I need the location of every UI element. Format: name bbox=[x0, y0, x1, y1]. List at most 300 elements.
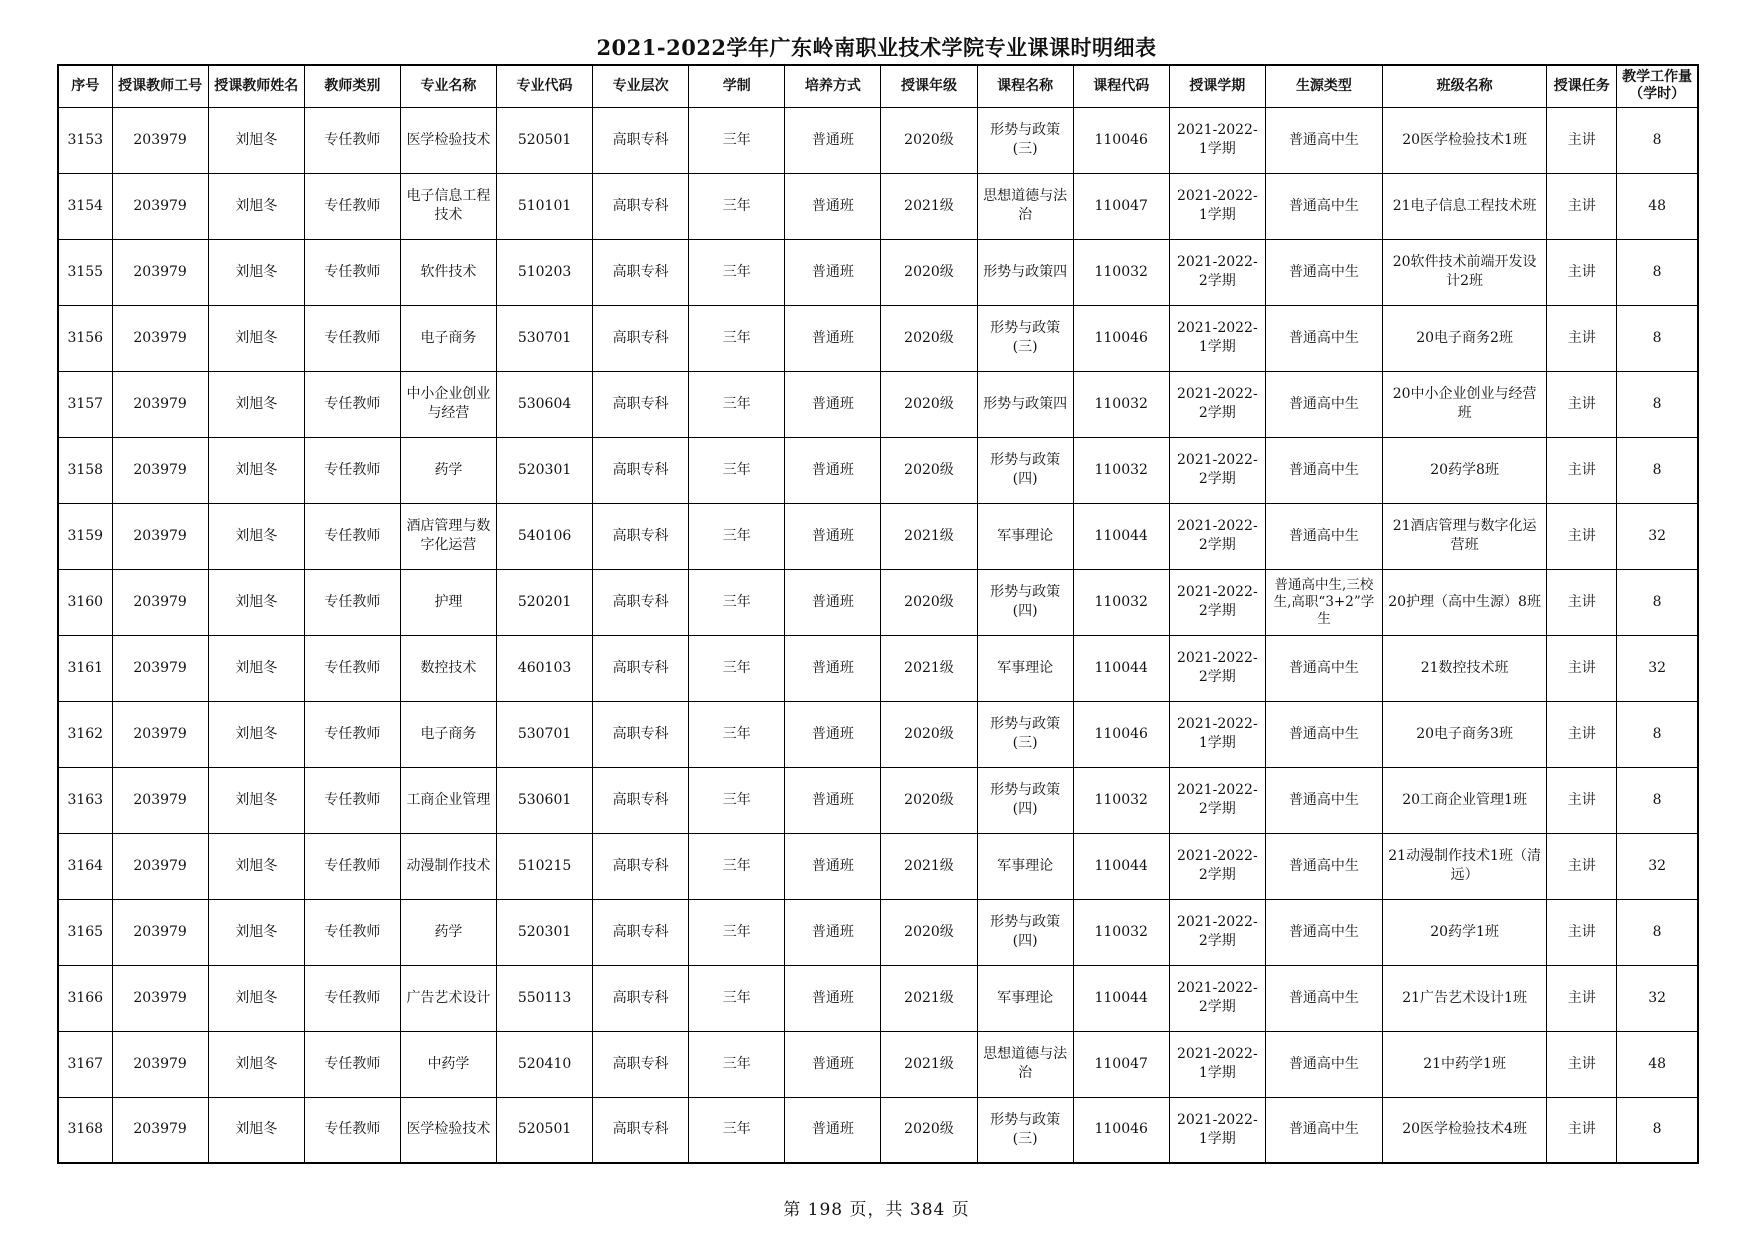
table-cell: 普通高中生 bbox=[1265, 635, 1382, 701]
table-cell: 电子商务 bbox=[400, 701, 496, 767]
table-cell: 520501 bbox=[497, 1097, 593, 1163]
page-title: 2021-2022学年广东岭南职业技术学院专业课课时明细表 bbox=[596, 35, 1157, 60]
table-cell: 普通班 bbox=[785, 1097, 881, 1163]
column-header: 授课教师工号 bbox=[112, 65, 208, 107]
table-cell: 110044 bbox=[1073, 833, 1169, 899]
table-cell: 110047 bbox=[1073, 173, 1169, 239]
table-cell: 20电子商务3班 bbox=[1383, 701, 1547, 767]
table-cell: 530701 bbox=[497, 701, 593, 767]
table-cell: 3158 bbox=[58, 437, 112, 503]
column-header: 授课教师姓名 bbox=[208, 65, 304, 107]
table-cell: 2021-2022-1学期 bbox=[1169, 305, 1265, 371]
table-cell: 203979 bbox=[112, 767, 208, 833]
table-cell: 三年 bbox=[689, 701, 785, 767]
table-cell: 军事理论 bbox=[977, 635, 1073, 701]
table-row bbox=[58, 899, 1698, 965]
table-cell: 专任教师 bbox=[304, 767, 400, 833]
table-cell: 高职专科 bbox=[593, 569, 689, 635]
table-cell: 203979 bbox=[112, 371, 208, 437]
table-cell: 550113 bbox=[497, 965, 593, 1031]
table-cell: 110046 bbox=[1073, 305, 1169, 371]
column-header: 教学工作量（学时） bbox=[1617, 65, 1698, 107]
table-cell: 高职专科 bbox=[593, 173, 689, 239]
table-cell: 普通高中生 bbox=[1265, 173, 1382, 239]
table-cell: 刘旭冬 bbox=[208, 239, 304, 305]
table-cell: 20软件技术前端开发设计2班 bbox=[1383, 239, 1547, 305]
table-cell: 530701 bbox=[497, 305, 593, 371]
table-cell: 普通高中生 bbox=[1265, 1031, 1382, 1097]
table-cell: 专任教师 bbox=[304, 833, 400, 899]
table-cell: 三年 bbox=[689, 173, 785, 239]
table-cell: 21电子信息工程技术班 bbox=[1383, 173, 1547, 239]
table-cell: 510203 bbox=[497, 239, 593, 305]
table-row bbox=[58, 965, 1698, 1031]
table-cell: 军事理论 bbox=[977, 503, 1073, 569]
table-header bbox=[58, 65, 1698, 107]
table-row bbox=[58, 635, 1698, 701]
table-cell: 110032 bbox=[1073, 767, 1169, 833]
table-cell: 专任教师 bbox=[304, 1031, 400, 1097]
table-cell: 普通高中生 bbox=[1265, 1097, 1382, 1163]
table-cell: 21酒店管理与数字化运营班 bbox=[1383, 503, 1547, 569]
table-cell: 刘旭冬 bbox=[208, 767, 304, 833]
table-row bbox=[58, 1097, 1698, 1163]
table-cell: 普通高中生,三校生,高职“3+2”学生 bbox=[1265, 569, 1382, 635]
table-cell: 刘旭冬 bbox=[208, 1031, 304, 1097]
table-cell: 高职专科 bbox=[593, 635, 689, 701]
table-cell: 110032 bbox=[1073, 899, 1169, 965]
table-cell: 高职专科 bbox=[593, 1031, 689, 1097]
table-cell: 普通高中生 bbox=[1265, 305, 1382, 371]
table-cell: 电子信息工程技术 bbox=[400, 173, 496, 239]
table-cell: 医学检验技术 bbox=[400, 1097, 496, 1163]
table-cell: 刘旭冬 bbox=[208, 965, 304, 1031]
table-cell: 8 bbox=[1617, 437, 1698, 503]
table-cell: 2021-2022-1学期 bbox=[1169, 1097, 1265, 1163]
table-row bbox=[58, 437, 1698, 503]
table-cell: 软件技术 bbox=[400, 239, 496, 305]
table-cell: 专任教师 bbox=[304, 635, 400, 701]
table-cell: 110032 bbox=[1073, 569, 1169, 635]
table-cell: 普通班 bbox=[785, 305, 881, 371]
table-cell: 刘旭冬 bbox=[208, 107, 304, 173]
header-row bbox=[58, 65, 1698, 107]
table-cell: 32 bbox=[1617, 635, 1698, 701]
table-cell: 203979 bbox=[112, 1097, 208, 1163]
table-cell: 203979 bbox=[112, 701, 208, 767]
table-cell: 普通班 bbox=[785, 965, 881, 1031]
table-cell: 普通高中生 bbox=[1265, 107, 1382, 173]
table-cell: 普通班 bbox=[785, 437, 881, 503]
table-cell: 军事理论 bbox=[977, 833, 1073, 899]
table-cell: 高职专科 bbox=[593, 437, 689, 503]
column-header: 授课年级 bbox=[881, 65, 977, 107]
table-cell: 3164 bbox=[58, 833, 112, 899]
table-cell: 2021-2022-2学期 bbox=[1169, 437, 1265, 503]
table-cell: 203979 bbox=[112, 965, 208, 1031]
table-cell: 三年 bbox=[689, 239, 785, 305]
table-cell: 军事理论 bbox=[977, 965, 1073, 1031]
table-cell: 110032 bbox=[1073, 437, 1169, 503]
table-cell: 520410 bbox=[497, 1031, 593, 1097]
table-cell: 2021-2022-2学期 bbox=[1169, 833, 1265, 899]
table-cell: 203979 bbox=[112, 635, 208, 701]
table-cell: 3154 bbox=[58, 173, 112, 239]
table-cell: 110044 bbox=[1073, 635, 1169, 701]
table-cell: 110047 bbox=[1073, 1031, 1169, 1097]
table-cell: 2021-2022-2学期 bbox=[1169, 569, 1265, 635]
table-cell: 三年 bbox=[689, 305, 785, 371]
table-cell: 203979 bbox=[112, 173, 208, 239]
table-cell: 2021级 bbox=[881, 1031, 977, 1097]
table-cell: 药学 bbox=[400, 899, 496, 965]
table-cell: 203979 bbox=[112, 569, 208, 635]
table-cell: 高职专科 bbox=[593, 239, 689, 305]
table-cell: 2021级 bbox=[881, 503, 977, 569]
table-cell: 2021级 bbox=[881, 833, 977, 899]
table-cell: 形势与政策四 bbox=[977, 371, 1073, 437]
table-row bbox=[58, 503, 1698, 569]
table-cell: 广告艺术设计 bbox=[400, 965, 496, 1031]
table-cell: 普通班 bbox=[785, 569, 881, 635]
table-cell: 203979 bbox=[112, 305, 208, 371]
table-row bbox=[58, 173, 1698, 239]
table-cell: 20医学检验技术1班 bbox=[1383, 107, 1547, 173]
column-header: 专业代码 bbox=[497, 65, 593, 107]
table-cell: 普通班 bbox=[785, 371, 881, 437]
table-cell: 2020级 bbox=[881, 371, 977, 437]
table-cell: 主讲 bbox=[1547, 833, 1617, 899]
table-cell: 高职专科 bbox=[593, 833, 689, 899]
table-cell: 形势与政策(三) bbox=[977, 701, 1073, 767]
table-cell: 2021-2022-2学期 bbox=[1169, 965, 1265, 1031]
table-cell: 20工商企业管理1班 bbox=[1383, 767, 1547, 833]
table-cell: 中药学 bbox=[400, 1031, 496, 1097]
table-cell: 主讲 bbox=[1547, 437, 1617, 503]
table-cell: 2021-2022-2学期 bbox=[1169, 371, 1265, 437]
table-cell: 数控技术 bbox=[400, 635, 496, 701]
table-cell: 20药学8班 bbox=[1383, 437, 1547, 503]
table-cell: 8 bbox=[1617, 305, 1698, 371]
table-cell: 普通高中生 bbox=[1265, 371, 1382, 437]
table-cell: 48 bbox=[1617, 1031, 1698, 1097]
table-cell: 2020级 bbox=[881, 107, 977, 173]
table-cell: 2021-2022-2学期 bbox=[1169, 767, 1265, 833]
table-cell: 520301 bbox=[497, 899, 593, 965]
table-cell: 刘旭冬 bbox=[208, 371, 304, 437]
table-cell: 203979 bbox=[112, 833, 208, 899]
table-cell: 普通班 bbox=[785, 173, 881, 239]
table-cell: 3165 bbox=[58, 899, 112, 965]
table-cell: 20护理（高中生源）8班 bbox=[1383, 569, 1547, 635]
table-row bbox=[58, 107, 1698, 173]
table-cell: 8 bbox=[1617, 1097, 1698, 1163]
table-cell: 2020级 bbox=[881, 569, 977, 635]
table-cell: 2020级 bbox=[881, 437, 977, 503]
table-cell: 思想道德与法治 bbox=[977, 1031, 1073, 1097]
table-cell: 形势与政策(三) bbox=[977, 1097, 1073, 1163]
table-cell: 2020级 bbox=[881, 767, 977, 833]
page-number: 第 198 页，共 384 页 bbox=[783, 1200, 970, 1220]
column-header: 序号 bbox=[58, 65, 112, 107]
table-cell: 203979 bbox=[112, 239, 208, 305]
table-cell: 2021-2022-1学期 bbox=[1169, 173, 1265, 239]
table-cell: 主讲 bbox=[1547, 767, 1617, 833]
table-cell: 电子商务 bbox=[400, 305, 496, 371]
column-header: 课程名称 bbox=[977, 65, 1073, 107]
table-row bbox=[58, 239, 1698, 305]
table-cell: 主讲 bbox=[1547, 239, 1617, 305]
table-cell: 460103 bbox=[497, 635, 593, 701]
table-cell: 高职专科 bbox=[593, 107, 689, 173]
table-cell: 专任教师 bbox=[304, 173, 400, 239]
column-header: 班级名称 bbox=[1383, 65, 1547, 107]
table-cell: 2020级 bbox=[881, 701, 977, 767]
table-cell: 21中药学1班 bbox=[1383, 1031, 1547, 1097]
table-cell: 203979 bbox=[112, 503, 208, 569]
table-cell: 药学 bbox=[400, 437, 496, 503]
table-cell: 3155 bbox=[58, 239, 112, 305]
column-header: 生源类型 bbox=[1265, 65, 1382, 107]
table-cell: 高职专科 bbox=[593, 371, 689, 437]
table-cell: 主讲 bbox=[1547, 899, 1617, 965]
table-cell: 专任教师 bbox=[304, 239, 400, 305]
table-row bbox=[58, 569, 1698, 635]
table-cell: 2020级 bbox=[881, 305, 977, 371]
table-cell: 普通班 bbox=[785, 701, 881, 767]
table-cell: 3167 bbox=[58, 1031, 112, 1097]
table-cell: 专任教师 bbox=[304, 503, 400, 569]
table-cell: 3160 bbox=[58, 569, 112, 635]
course-hours-table bbox=[57, 64, 1699, 1164]
table-cell: 2021-2022-1学期 bbox=[1169, 107, 1265, 173]
table-cell: 8 bbox=[1617, 107, 1698, 173]
table-cell: 高职专科 bbox=[593, 701, 689, 767]
table-cell: 510215 bbox=[497, 833, 593, 899]
table-cell: 三年 bbox=[689, 833, 785, 899]
table-cell: 530604 bbox=[497, 371, 593, 437]
table-cell: 主讲 bbox=[1547, 965, 1617, 1031]
table-cell: 高职专科 bbox=[593, 965, 689, 1031]
column-header: 专业层次 bbox=[593, 65, 689, 107]
table-row bbox=[58, 371, 1698, 437]
table-cell: 普通高中生 bbox=[1265, 965, 1382, 1031]
table-cell: 三年 bbox=[689, 107, 785, 173]
table-cell: 刘旭冬 bbox=[208, 1097, 304, 1163]
table-cell: 510101 bbox=[497, 173, 593, 239]
table-cell: 2021-2022-1学期 bbox=[1169, 701, 1265, 767]
table-cell: 普通班 bbox=[785, 767, 881, 833]
table-cell: 2021级 bbox=[881, 173, 977, 239]
table-cell: 20电子商务2班 bbox=[1383, 305, 1547, 371]
table-cell: 普通高中生 bbox=[1265, 767, 1382, 833]
table-cell: 普通高中生 bbox=[1265, 503, 1382, 569]
table-cell: 530601 bbox=[497, 767, 593, 833]
table-cell: 8 bbox=[1617, 767, 1698, 833]
table-cell: 主讲 bbox=[1547, 701, 1617, 767]
table-cell: 医学检验技术 bbox=[400, 107, 496, 173]
table-cell: 三年 bbox=[689, 503, 785, 569]
table-cell: 刘旭冬 bbox=[208, 173, 304, 239]
table-cell: 刘旭冬 bbox=[208, 701, 304, 767]
table-cell: 20医学检验技术4班 bbox=[1383, 1097, 1547, 1163]
table-cell: 2020级 bbox=[881, 1097, 977, 1163]
table-cell: 110046 bbox=[1073, 1097, 1169, 1163]
column-header: 授课学期 bbox=[1169, 65, 1265, 107]
table-cell: 21数控技术班 bbox=[1383, 635, 1547, 701]
table-cell: 110032 bbox=[1073, 239, 1169, 305]
table-cell: 专任教师 bbox=[304, 965, 400, 1031]
table-cell: 专任教师 bbox=[304, 371, 400, 437]
table-cell: 主讲 bbox=[1547, 503, 1617, 569]
table-cell: 203979 bbox=[112, 1031, 208, 1097]
table-cell: 动漫制作技术 bbox=[400, 833, 496, 899]
table-cell: 3156 bbox=[58, 305, 112, 371]
table-cell: 3157 bbox=[58, 371, 112, 437]
table-cell: 3159 bbox=[58, 503, 112, 569]
table-cell: 48 bbox=[1617, 173, 1698, 239]
table-cell: 普通高中生 bbox=[1265, 437, 1382, 503]
table-cell: 520301 bbox=[497, 437, 593, 503]
table-cell: 2021级 bbox=[881, 635, 977, 701]
table-cell: 普通班 bbox=[785, 899, 881, 965]
table-cell: 主讲 bbox=[1547, 305, 1617, 371]
table-cell: 2021级 bbox=[881, 965, 977, 1031]
table-cell: 普通高中生 bbox=[1265, 833, 1382, 899]
table-cell: 3163 bbox=[58, 767, 112, 833]
table-cell: 专任教师 bbox=[304, 701, 400, 767]
column-header: 授课任务 bbox=[1547, 65, 1617, 107]
table-cell: 普通班 bbox=[785, 1031, 881, 1097]
table-cell: 普通班 bbox=[785, 107, 881, 173]
table-cell: 主讲 bbox=[1547, 173, 1617, 239]
table-cell: 高职专科 bbox=[593, 899, 689, 965]
table-cell: 20药学1班 bbox=[1383, 899, 1547, 965]
table-cell: 32 bbox=[1617, 503, 1698, 569]
table-cell: 普通班 bbox=[785, 503, 881, 569]
table-cell: 普通班 bbox=[785, 635, 881, 701]
table-cell: 110046 bbox=[1073, 701, 1169, 767]
table-cell: 刘旭冬 bbox=[208, 305, 304, 371]
table-cell: 三年 bbox=[689, 1031, 785, 1097]
table-cell: 刘旭冬 bbox=[208, 635, 304, 701]
table-cell: 主讲 bbox=[1547, 1097, 1617, 1163]
table-cell: 形势与政策(四) bbox=[977, 437, 1073, 503]
table-cell: 21动漫制作技术1班（清远） bbox=[1383, 833, 1547, 899]
table-cell: 主讲 bbox=[1547, 1031, 1617, 1097]
table-cell: 刘旭冬 bbox=[208, 503, 304, 569]
table-cell: 540106 bbox=[497, 503, 593, 569]
table-cell: 203979 bbox=[112, 437, 208, 503]
table-row bbox=[58, 767, 1698, 833]
table-cell: 普通班 bbox=[785, 833, 881, 899]
table-cell: 刘旭冬 bbox=[208, 899, 304, 965]
column-header: 专业名称 bbox=[400, 65, 496, 107]
table-cell: 高职专科 bbox=[593, 305, 689, 371]
table-cell: 高职专科 bbox=[593, 1097, 689, 1163]
table-row bbox=[58, 305, 1698, 371]
table-row bbox=[58, 1031, 1698, 1097]
table-cell: 普通高中生 bbox=[1265, 239, 1382, 305]
table-cell: 3153 bbox=[58, 107, 112, 173]
table-cell: 思想道德与法治 bbox=[977, 173, 1073, 239]
table-cell: 520201 bbox=[497, 569, 593, 635]
table-cell: 普通高中生 bbox=[1265, 899, 1382, 965]
table-cell: 普通班 bbox=[785, 239, 881, 305]
table-cell: 护理 bbox=[400, 569, 496, 635]
table-cell: 三年 bbox=[689, 899, 785, 965]
table-cell: 3162 bbox=[58, 701, 112, 767]
table-cell: 2021-2022-2学期 bbox=[1169, 239, 1265, 305]
table-cell: 8 bbox=[1617, 371, 1698, 437]
table-cell: 三年 bbox=[689, 965, 785, 1031]
table-cell: 203979 bbox=[112, 107, 208, 173]
table-cell: 三年 bbox=[689, 371, 785, 437]
table-cell: 高职专科 bbox=[593, 767, 689, 833]
table-cell: 8 bbox=[1617, 569, 1698, 635]
table-cell: 专任教师 bbox=[304, 569, 400, 635]
table-cell: 专任教师 bbox=[304, 899, 400, 965]
table-cell: 三年 bbox=[689, 767, 785, 833]
table-cell: 形势与政策(四) bbox=[977, 899, 1073, 965]
table-cell: 203979 bbox=[112, 899, 208, 965]
table-cell: 3161 bbox=[58, 635, 112, 701]
table-cell: 高职专科 bbox=[593, 503, 689, 569]
table-cell: 2021-2022-2学期 bbox=[1169, 503, 1265, 569]
table-row bbox=[58, 833, 1698, 899]
table-cell: 8 bbox=[1617, 701, 1698, 767]
table-cell: 刘旭冬 bbox=[208, 569, 304, 635]
table-cell: 主讲 bbox=[1547, 635, 1617, 701]
table-cell: 2020级 bbox=[881, 239, 977, 305]
table-cell: 三年 bbox=[689, 635, 785, 701]
table-cell: 中小企业创业与经营 bbox=[400, 371, 496, 437]
table-cell: 专任教师 bbox=[304, 1097, 400, 1163]
table-cell: 专任教师 bbox=[304, 107, 400, 173]
table-cell: 110044 bbox=[1073, 503, 1169, 569]
column-header: 培养方式 bbox=[785, 65, 881, 107]
table-cell: 2021-2022-1学期 bbox=[1169, 1031, 1265, 1097]
table-cell: 普通高中生 bbox=[1265, 701, 1382, 767]
table-cell: 2020级 bbox=[881, 899, 977, 965]
table-cell: 三年 bbox=[689, 569, 785, 635]
table-cell: 32 bbox=[1617, 833, 1698, 899]
table-cell: 8 bbox=[1617, 239, 1698, 305]
table-cell: 主讲 bbox=[1547, 371, 1617, 437]
table-body bbox=[58, 107, 1698, 1163]
table-cell: 形势与政策(四) bbox=[977, 569, 1073, 635]
table-cell: 520501 bbox=[497, 107, 593, 173]
table-cell: 刘旭冬 bbox=[208, 833, 304, 899]
table-cell: 三年 bbox=[689, 437, 785, 503]
table-cell: 专任教师 bbox=[304, 305, 400, 371]
table-cell: 三年 bbox=[689, 1097, 785, 1163]
column-header: 课程代码 bbox=[1073, 65, 1169, 107]
table-cell: 2021-2022-2学期 bbox=[1169, 635, 1265, 701]
table-cell: 刘旭冬 bbox=[208, 437, 304, 503]
table-cell: 形势与政策(三) bbox=[977, 305, 1073, 371]
table-cell: 20中小企业创业与经营班 bbox=[1383, 371, 1547, 437]
table-cell: 酒店管理与数字化运营 bbox=[400, 503, 496, 569]
table-cell: 21广告艺术设计1班 bbox=[1383, 965, 1547, 1031]
table-cell: 8 bbox=[1617, 899, 1698, 965]
table-row bbox=[58, 701, 1698, 767]
table-cell: 形势与政策(三) bbox=[977, 107, 1073, 173]
table-cell: 2021-2022-2学期 bbox=[1169, 899, 1265, 965]
table-cell: 3168 bbox=[58, 1097, 112, 1163]
table-cell: 形势与政策(四) bbox=[977, 767, 1073, 833]
column-header: 教师类别 bbox=[304, 65, 400, 107]
